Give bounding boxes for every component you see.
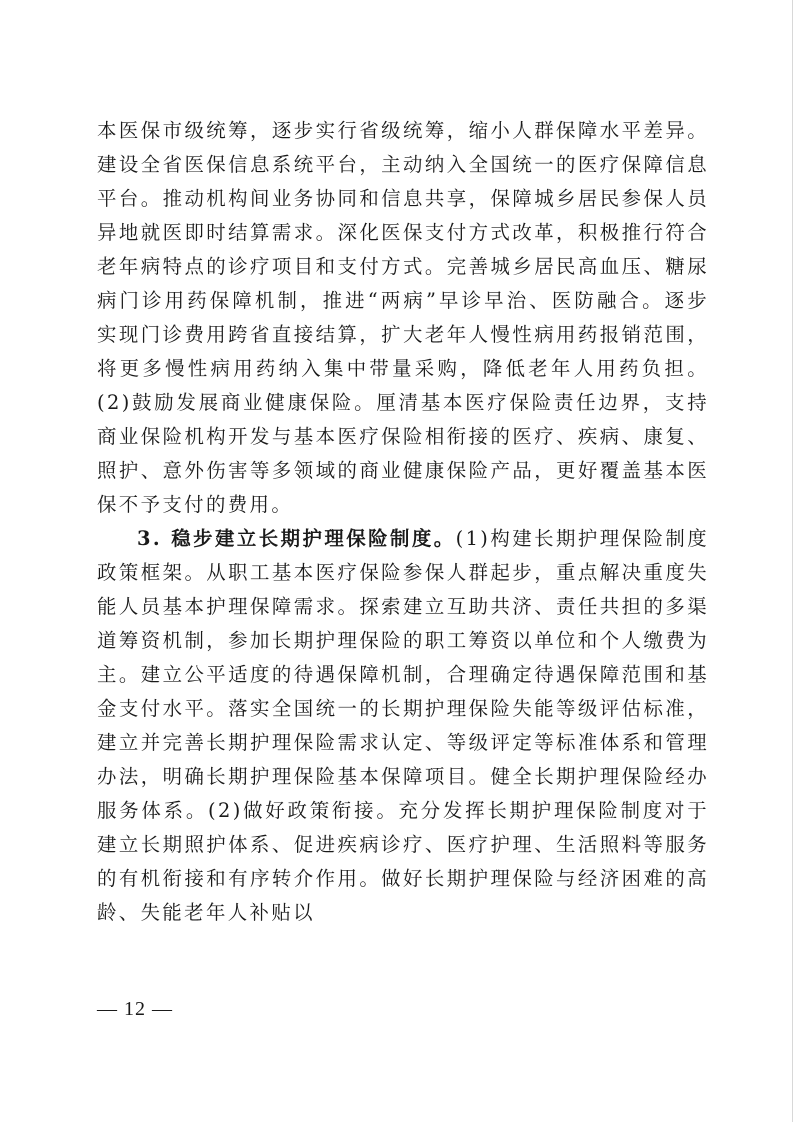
section-paragraph <box>97 522 709 930</box>
section-heading: 3. 稳步建立长期护理保险制度。 <box>137 527 456 550</box>
page-number: — 12 — <box>97 998 173 1020</box>
document-body <box>97 114 709 930</box>
section-body-text: (1)构建长期护理保险制度政策框架。从职工基本医疗保险参保人群起步，重点解决重度失能人员基本护理保障需求。探索建立互助共济、责任共担的多渠道筹资机制，参加长期护理保险的职工筹资以单位和个人缴费为主。建立公平适度的待遇保障机制，合理确定待遇保障范围和基金支付水平。落实全国统一的长期护理保险失能等级评估标准，建立并完善长期护理保险需求认定、等级评定等标准体系和管理办法，明确长期护理保险基本保障项目。健全长期护理保险经办服务体系。(2)做好政策衔接。充分发挥长期护理保险制度对于建立长期照护体系、促进疾病诊疗、医疗护理、生活照料等服务的有机衔接和有序转介作用。做好长期护理保险与经济困难的高龄、失能老年人补贴以 <box>97 527 709 924</box>
body-paragraph: 本医保市级统筹，逐步实行省级统筹，缩小人群保障水平差异。建设全省医保信息系统平台，主动纳入全国统一的医疗保障信息平台。推动机构间业务协同和信息共享，保障城乡居民参保人员异地就医即时结算需求。深化医保支付方式改革，积极推行符合老年病特点的诊疗项目和支付方式。完善城乡居民高血压、糖尿病门诊用药保障机制，推进“两病”早诊早治、医防融合。逐步实现门诊费用跨省直接结算，扩大老年人慢性病用药报销范围，将更多慢性病用药纳入集中带量采购，降低老年人用药负担。(2)鼓励发展商业健康保险。厘清基本医疗保险责任边界，支持商业保险机构开发与基本医疗保险相衔接的医疗、疾病、康复、照护、意外伤害等多领域的商业健康保险产品，更好覆盖基本医保不予支付的费用。 <box>97 119 709 516</box>
